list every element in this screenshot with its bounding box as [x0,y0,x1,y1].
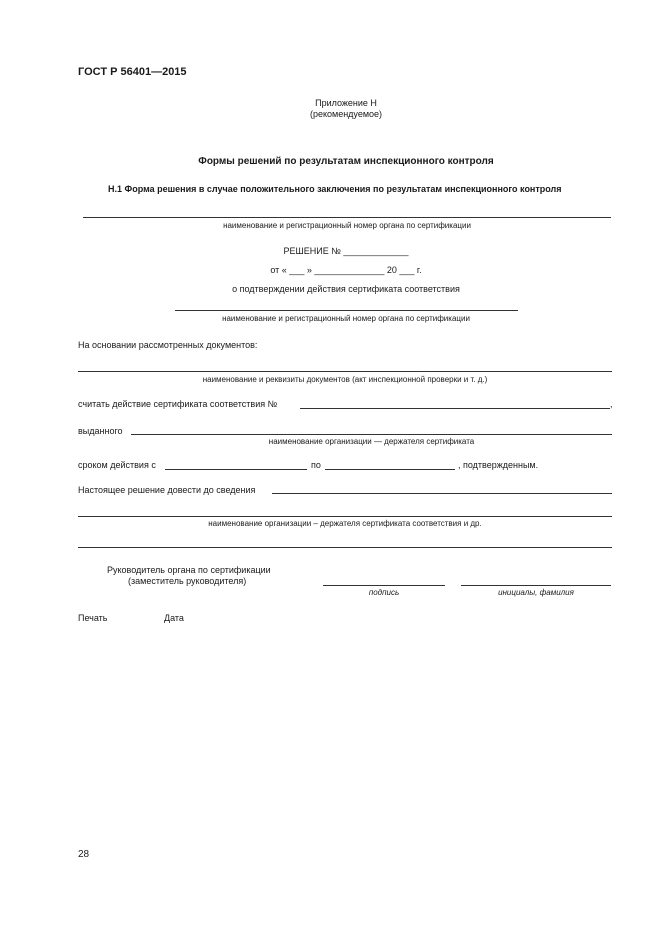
term-to-text: по [311,460,321,470]
signature-caption: подпись [368,588,400,597]
certificate-number-line [300,408,610,409]
page-number: 28 [78,849,90,860]
notify-line [272,493,612,494]
term-from-text: сроком действия с [78,460,156,470]
signatory-role: Руководитель органа по сертификации [107,565,271,575]
signatory-role-note: (заместитель руководителя) [128,576,247,586]
extra-recipient-line [78,547,612,548]
basis-text: На основании рассмотренных документов: [78,340,258,350]
issued-text: выданного [78,426,123,436]
consider-trailing: , [610,399,613,409]
holder-line [131,434,612,435]
document-code: ГОСТ Р 56401—2015 [78,66,187,78]
date-label: Дата [164,613,184,623]
name-line [461,585,611,586]
seal-label: Печать [78,613,108,623]
organ-name-caption: наименование и регистрационный номер органа по сертификации [223,221,471,230]
term-to-line [325,469,455,470]
recipient-caption: наименование организации – держателя сертификата соответствия и др. [208,519,482,528]
consider-text: считать действие сертификата соответствия № [78,399,278,409]
subsection-number: Н.1 [108,184,123,194]
subsection-title: Форма решения в случае положительного заключения по результатам инспекционного контроля [124,184,562,194]
organ-name-caption-2: наименование и регистрационный номер органа по сертификации [222,314,470,323]
term-from-line [165,469,307,470]
name-caption: инициалы, фамилия [498,588,574,597]
subsection-heading [108,184,562,194]
appendix-status: (рекомендуемое) [309,109,383,119]
documents-caption: наименование и реквизиты документов (акт инспекционной проверки и т. д.) [202,375,488,384]
organ-name-line [83,217,611,218]
decision-date: от « ___ » ______________ 20 ___ г. [270,265,422,275]
holder-caption: наименование организации — держателя сертификата [268,437,475,446]
appendix-title: Приложение Н [315,98,377,108]
section-title: Формы решений по результатам инспекционного контроля [198,156,494,167]
term-confirmed-text: , подтвержденным. [458,460,539,470]
documents-line [78,371,612,372]
confirm-text: о подтверждении действия сертификата соответствия [232,284,460,294]
signature-line [323,585,445,586]
organ-name-line-2 [175,310,518,311]
decision-number: РЕШЕНИЕ № _____________ [283,246,409,256]
notify-text: Настоящее решение довести до сведения [78,485,256,495]
recipient-line [78,516,612,517]
